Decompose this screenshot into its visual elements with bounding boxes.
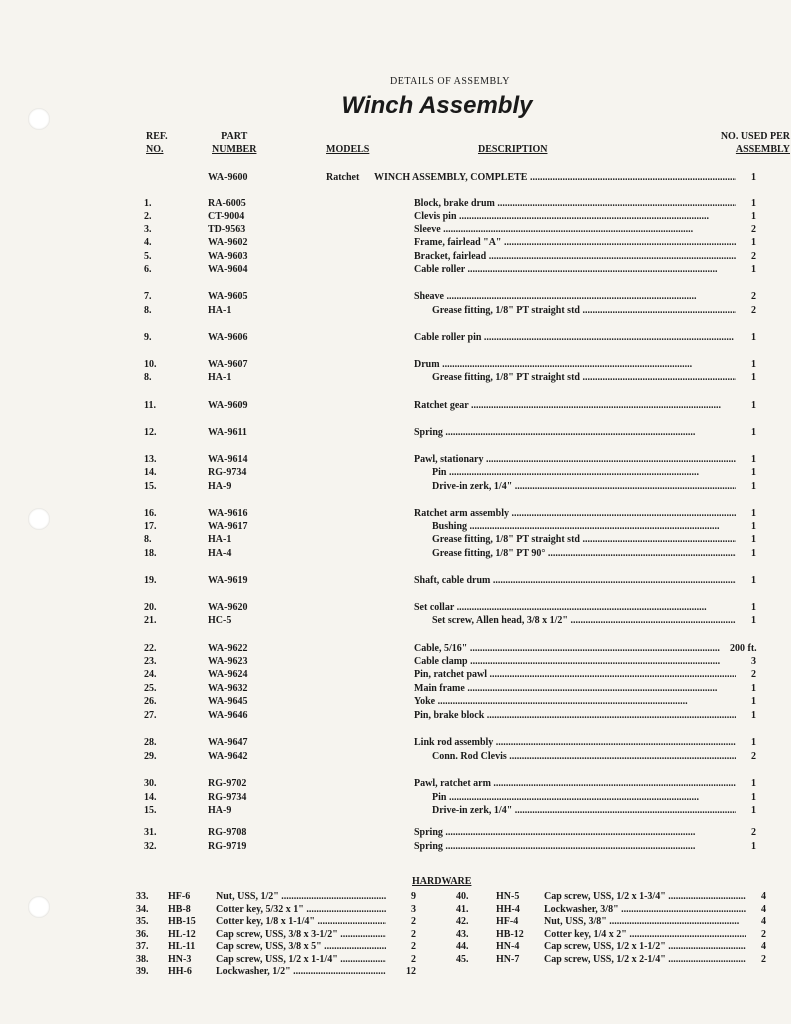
table-row (0, 426, 791, 439)
description-cell: Drum ..... (414, 358, 736, 371)
description-cell: Pin ..... (432, 791, 736, 804)
part-number-cell: RA-6005 (208, 198, 246, 209)
table-row (0, 358, 791, 371)
hardware-part-number: HF-6 (168, 891, 191, 902)
description-header: DESCRIPTION (478, 144, 548, 155)
ref-cell: 1. (144, 198, 152, 209)
part-number-cell: WA-9620 (208, 602, 248, 613)
hardware-row (136, 940, 420, 953)
description-cell: Spring ..... (414, 826, 736, 839)
description-cell: Ratchet arm assembly ..... (414, 507, 736, 520)
qty-cell: 1 (751, 534, 756, 545)
hardware-row (136, 915, 420, 928)
qty-cell: 2 (751, 751, 756, 762)
ref-cell: 11. (144, 400, 156, 411)
punch-hole (28, 896, 50, 918)
table-row (0, 840, 791, 853)
qty-cell: 1 (751, 575, 756, 586)
table-row (0, 533, 791, 546)
table-row (0, 791, 791, 804)
ref-cell: 20. (144, 602, 157, 613)
hardware-row (456, 903, 770, 916)
qty-cell: 1 (751, 841, 756, 852)
hardware-ref: 43. (456, 928, 469, 940)
hardware-ref: 45. (456, 953, 469, 965)
ref-cell: 19. (144, 575, 157, 586)
qty-cell: 1 (751, 237, 756, 248)
ref-cell: 32. (144, 841, 157, 852)
hardware-ref: 37. (136, 941, 149, 952)
description-cell: Bracket, fairlead ..... (414, 250, 736, 263)
qty-cell: 3 (751, 656, 756, 667)
table-row (0, 520, 791, 533)
ref-cell: 14. (144, 792, 157, 803)
qty-cell: 1 (751, 602, 756, 613)
hardware-part-number: HB-8 (168, 903, 191, 915)
description-cell: Ratchet gear ..... (414, 399, 736, 412)
part-header-line2: NUMBER (212, 144, 257, 155)
hardware-ref: 40. (456, 891, 469, 902)
description-cell: Drive-in zerk, 1/4" ..... (432, 480, 736, 493)
description-cell: Pawl, ratchet arm ..... (414, 777, 736, 790)
description-cell: Cable roller pin ..... (414, 331, 736, 344)
hardware-qty: 9 (411, 891, 416, 902)
table-row (0, 547, 791, 560)
qty-cell: 1 (751, 211, 756, 222)
hardware-row (136, 903, 420, 916)
table-row (0, 399, 791, 412)
description-cell: Link rod assembly ..... (414, 736, 736, 749)
table-row (0, 331, 791, 344)
hardware-qty: 2 (411, 928, 416, 940)
hardware-row (136, 890, 420, 903)
ref-cell: 15. (144, 481, 157, 492)
qty-cell: 1 (751, 332, 756, 343)
hardware-row (136, 965, 420, 978)
table-row (0, 574, 791, 587)
qty-cell: 1 (751, 778, 756, 789)
page-subtitle: DETAILS OF ASSEMBLY (390, 76, 510, 87)
table-row (0, 601, 791, 614)
part-number-cell: WA-9624 (208, 669, 248, 680)
part-number-cell: WA-9622 (208, 643, 248, 654)
hardware-ref: 41. (456, 903, 469, 915)
qty-cell: 1 (751, 400, 756, 411)
part-number-cell: WA-9607 (208, 359, 248, 370)
part-number-cell: WA-9603 (208, 251, 248, 262)
description-cell: Set collar ..... (414, 601, 736, 614)
table-row (0, 668, 791, 681)
qty-cell: 1 (751, 521, 756, 532)
description-cell: Grease fitting, 1/8" PT 90° ..... (432, 547, 736, 560)
hardware-ref: 39. (136, 966, 149, 977)
part-number-cell: HA-9 (208, 481, 232, 492)
hardware-part-number: HN-4 (496, 941, 520, 952)
part-number-cell: RG-9719 (208, 841, 247, 852)
part-number-cell: WA-9623 (208, 656, 248, 667)
part-number-cell: HA-1 (208, 534, 232, 545)
ref-cell: 2. (144, 211, 152, 222)
ref-cell: 23. (144, 656, 157, 667)
hardware-qty: 2 (761, 953, 766, 965)
hardware-description: Cotter key, 5/32 x 1" ..... (216, 903, 386, 916)
qty-cell: 1 (751, 372, 756, 383)
qty-cell: 1 (751, 508, 756, 519)
description-cell: Drive-in zerk, 1/4" ..... (432, 804, 736, 817)
hardware-ref: 34. (136, 903, 149, 915)
ref-cell: 26. (144, 696, 157, 707)
hardware-description: Lockwasher, 1/2" ..... (216, 965, 386, 978)
qty-cell: 1 (751, 548, 756, 559)
description-cell: Cable clamp ..... (414, 655, 736, 668)
table-row (0, 371, 791, 384)
table-row (0, 304, 791, 317)
part-number-cell: HC-5 (208, 615, 232, 626)
ref-cell: 25. (144, 683, 157, 694)
ref-cell: 24. (144, 669, 157, 680)
table-row (0, 171, 791, 184)
qty-cell: 1 (751, 737, 756, 748)
table-row (0, 507, 791, 520)
qty-cell: 1 (751, 481, 756, 492)
table-row (0, 826, 791, 839)
ref-cell: 22. (144, 643, 157, 654)
part-header (212, 130, 256, 156)
part-number-cell: WA-9604 (208, 264, 248, 275)
hardware-qty: 2 (411, 953, 416, 965)
part-number-cell: WA-9647 (208, 737, 248, 748)
ref-cell: 8. (144, 534, 152, 545)
hardware-description: Cap screw, USS, 1/2 x 1-1/4" ..... (216, 953, 386, 966)
hardware-part-number: HB-15 (168, 916, 196, 927)
table-row (0, 642, 791, 655)
part-number-cell: WA-9611 (208, 427, 247, 438)
ref-cell: 9. (144, 332, 152, 343)
hardware-part-number: HN-7 (496, 953, 520, 965)
table-row (0, 750, 791, 763)
part-number-cell: HA-4 (208, 548, 232, 559)
hardware-qty: 2 (761, 928, 766, 940)
hardware-description: Cap screw, USS, 1/2 x 2-1/4" ..... (544, 953, 746, 966)
part-number-cell: WA-9616 (208, 508, 248, 519)
description-cell: Main frame ..... (414, 682, 736, 695)
table-row (0, 250, 791, 263)
description-cell: Shaft, cable drum ..... (414, 574, 736, 587)
hardware-description: Cap screw, USS, 1/2 x 1-3/4" ..... (544, 890, 746, 903)
part-number-cell: WA-9645 (208, 696, 248, 707)
hardware-row (456, 890, 770, 903)
hardware-ref: 44. (456, 941, 469, 952)
table-row (0, 197, 791, 210)
part-number-cell: WA-9646 (208, 710, 248, 721)
hardware-ref: 42. (456, 916, 469, 927)
part-number-cell: TD-9563 (208, 224, 246, 235)
part-number-cell: WA-9602 (208, 237, 248, 248)
part-number-cell: HA-1 (208, 305, 232, 316)
description-cell: Pawl, stationary ..... (414, 453, 736, 466)
models-header: MODELS (326, 144, 370, 155)
description-cell: Set screw, Allen head, 3/8 x 1/2" ..... (432, 614, 736, 627)
ref-cell: 18. (144, 548, 157, 559)
hardware-row (136, 953, 420, 966)
hardware-row (456, 928, 770, 941)
part-header-line1: PART (221, 131, 248, 142)
table-row (0, 682, 791, 695)
description-cell: Conn. Rod Clevis ..... (432, 750, 736, 763)
description-cell: Clevis pin ..... (414, 210, 736, 223)
ref-header (146, 130, 168, 156)
model-cell: Ratchet (326, 172, 360, 183)
qty-cell: 1 (751, 264, 756, 275)
table-row (0, 290, 791, 303)
ref-cell: 21. (144, 615, 157, 626)
hardware-qty: 4 (761, 891, 766, 902)
part-number-cell: RG-9702 (208, 778, 247, 789)
ref-cell: 5. (144, 251, 152, 262)
description-cell: Sheave ..... (414, 290, 736, 303)
ref-cell: 30. (144, 778, 157, 789)
qty-cell: 2 (751, 291, 756, 302)
hardware-description: Cotter key, 1/4 x 2" ..... (544, 928, 746, 941)
part-number-cell: WA-9619 (208, 575, 248, 586)
hardware-part-number: HF-4 (496, 916, 519, 927)
table-row (0, 480, 791, 493)
ref-cell: 15. (144, 805, 157, 816)
ref-cell: 4. (144, 237, 152, 248)
qty-cell: 2 (751, 305, 756, 316)
qty-cell: 1 (751, 427, 756, 438)
hardware-description: Lockwasher, 3/8" ..... (544, 903, 746, 916)
hardware-description: Nut, USS, 3/8" ..... (544, 915, 746, 928)
qty-cell: 2 (751, 251, 756, 262)
hardware-row (136, 928, 420, 941)
description-cell: Yoke ..... (414, 695, 736, 708)
hardware-ref: 33. (136, 891, 149, 902)
hardware-qty: 4 (761, 903, 766, 915)
qty-cell: 200 ft. (730, 643, 757, 654)
hardware-ref: 38. (136, 953, 149, 965)
ref-header-line2: NO. (146, 144, 164, 155)
qty-cell: 1 (751, 359, 756, 370)
description-cell: Pin ..... (432, 466, 736, 479)
hardware-part-number: HH-4 (496, 903, 520, 915)
part-number-cell: WA-9600 (208, 172, 248, 183)
part-number-cell: HA-9 (208, 805, 232, 816)
hardware-part-number: HL-12 (168, 928, 196, 940)
part-number-cell: WA-9617 (208, 521, 248, 532)
part-number-cell: WA-9609 (208, 400, 248, 411)
ref-cell: 12. (144, 427, 157, 438)
hardware-part-number: HN-5 (496, 891, 520, 902)
part-number-cell: RG-9734 (208, 792, 247, 803)
part-number-cell: WA-9632 (208, 683, 248, 694)
hardware-title: HARDWARE (412, 876, 472, 887)
qty-header (710, 130, 790, 156)
table-row (0, 736, 791, 749)
description-cell: Frame, fairlead "A" ..... (414, 236, 736, 249)
hardware-qty: 3 (411, 903, 416, 915)
hardware-description: Cap screw, USS, 3/8 x 5" ..... (216, 940, 386, 953)
description-cell: WINCH ASSEMBLY, COMPLETE ..... (374, 171, 736, 184)
ref-cell: 17. (144, 521, 157, 532)
hardware-part-number: HN-3 (168, 953, 192, 965)
ref-cell: 16. (144, 508, 157, 519)
page-title: Winch Assembly (341, 92, 533, 119)
qty-cell: 1 (751, 454, 756, 465)
table-row (0, 453, 791, 466)
table-row (0, 466, 791, 479)
hardware-part-number: HH-6 (168, 966, 192, 977)
table-row (0, 804, 791, 817)
hardware-qty: 4 (761, 941, 766, 952)
hardware-row (456, 915, 770, 928)
description-cell: Pin, ratchet pawl ..... (414, 668, 736, 681)
ref-cell: 27. (144, 710, 157, 721)
ref-cell: 10. (144, 359, 157, 370)
table-row (0, 236, 791, 249)
description-cell: Grease fitting, 1/8" PT straight std ..... (432, 371, 736, 384)
part-number-cell: RG-9708 (208, 827, 247, 838)
qty-cell: 1 (751, 172, 756, 183)
hardware-ref: 36. (136, 928, 149, 940)
ref-cell: 7. (144, 291, 152, 302)
description-cell: Pin, brake block ..... (414, 709, 736, 722)
table-row (0, 223, 791, 236)
qty-cell: 1 (751, 467, 756, 478)
hardware-ref: 35. (136, 916, 149, 927)
ref-cell: 13. (144, 454, 157, 465)
hardware-row (456, 940, 770, 953)
description-cell: Spring ..... (414, 840, 736, 853)
description-cell: Cable, 5/16" ..... (414, 642, 736, 655)
description-cell: Cable roller ..... (414, 263, 736, 276)
part-number-cell: RG-9734 (208, 467, 247, 478)
hardware-description: Cap screw, USS, 3/8 x 3-1/2" ..... (216, 928, 386, 941)
table-row (0, 709, 791, 722)
hardware-qty: 4 (761, 916, 766, 927)
qty-cell: 1 (751, 710, 756, 721)
qty-header-line1: NO. USED PER (720, 131, 790, 142)
part-number-cell: WA-9606 (208, 332, 248, 343)
part-number-cell: WA-9614 (208, 454, 248, 465)
table-row (0, 777, 791, 790)
ref-cell: 28. (144, 737, 157, 748)
description-cell: Sleeve ..... (414, 223, 736, 236)
part-number-cell: CT-9004 (208, 211, 245, 222)
qty-cell: 2 (751, 224, 756, 235)
ref-cell: 3. (144, 224, 152, 235)
qty-cell: 2 (751, 827, 756, 838)
description-cell: Grease fitting, 1/8" PT straight std ..... (432, 304, 736, 317)
hardware-qty: 2 (411, 941, 416, 952)
qty-cell: 1 (751, 792, 756, 803)
ref-cell: 29. (144, 751, 157, 762)
description-cell: Grease fitting, 1/8" PT straight std ..... (432, 533, 736, 546)
ref-cell: 31. (144, 827, 157, 838)
hardware-description: Nut, USS, 1/2" ..... (216, 890, 386, 903)
description-cell: Block, brake drum ..... (414, 197, 736, 210)
description-cell: Spring ..... (414, 426, 736, 439)
hardware-qty: 2 (411, 916, 416, 927)
hardware-row (456, 953, 770, 966)
ref-cell: 6. (144, 264, 152, 275)
qty-header-line2: ASSEMBLY (735, 144, 790, 155)
table-row (0, 695, 791, 708)
qty-cell: 1 (751, 198, 756, 209)
hardware-part-number: HL-11 (168, 941, 196, 952)
part-number-cell: HA-1 (208, 372, 232, 383)
hardware-description: Cotter key, 1/8 x 1-1/4" ..... (216, 915, 386, 928)
qty-cell: 1 (751, 805, 756, 816)
hardware-description: Cap screw, USS, 1/2 x 1-1/2" ..... (544, 940, 746, 953)
hardware-part-number: HB-12 (496, 928, 524, 940)
ref-cell: 14. (144, 467, 157, 478)
qty-cell: 1 (751, 696, 756, 707)
table-row (0, 655, 791, 668)
ref-cell: 8. (144, 305, 152, 316)
ref-header-line1: REF. (146, 131, 168, 142)
table-row (0, 614, 791, 627)
ref-cell: 8. (144, 372, 152, 383)
table-row (0, 210, 791, 223)
table-row (0, 263, 791, 276)
part-number-cell: WA-9605 (208, 291, 248, 302)
qty-cell: 1 (751, 615, 756, 626)
hardware-qty: 12 (406, 966, 416, 977)
description-cell: Bushing ..... (432, 520, 736, 533)
qty-cell: 2 (751, 669, 756, 680)
qty-cell: 1 (751, 683, 756, 694)
part-number-cell: WA-9642 (208, 751, 248, 762)
